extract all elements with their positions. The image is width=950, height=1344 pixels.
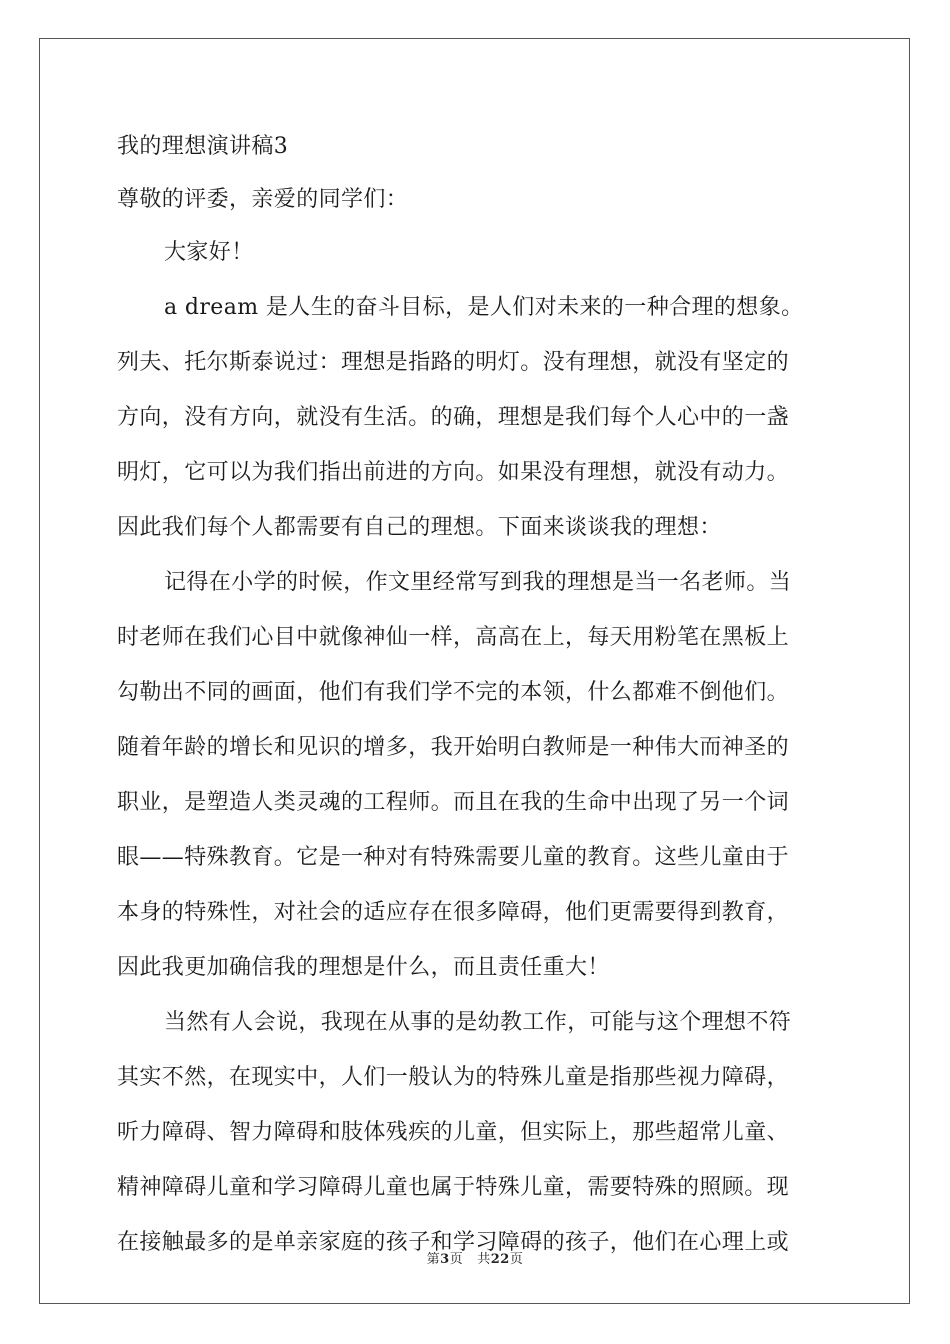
page-suffix: 页 [449, 1252, 464, 1267]
paragraph-line: 精神障碍儿童和学习障碍儿童也属于特殊儿童，需要特殊的照顾。现 [117, 1175, 790, 1200]
page-footer [0, 1248, 950, 1267]
paragraph-3 [117, 1000, 833, 1275]
page-number: 3 [440, 1252, 450, 1267]
paragraph-line: 记得在小学的时候，作文里经常写到我的理想是当一名老师。当 [164, 570, 792, 595]
paragraph-line: 其实不然，在现实中，人们一般认为的特殊儿童是指那些视力障碍， [117, 1065, 790, 1090]
document-body [117, 124, 833, 1275]
paragraph-line: 勾勒出不同的画面，他们有我们学不完的本领，什么都难不倒他们。 [117, 680, 790, 705]
paragraph-1 [117, 285, 833, 560]
paragraph-line: 随着年龄的增长和见识的增多，我开始明白教师是一种伟大而神圣的 [117, 735, 790, 760]
document-title: 我的理想演讲稿3 [117, 134, 289, 159]
paragraph-line: 听力障碍、智力障碍和肢体残疾的儿童，但实际上，那些超常儿童、 [117, 1120, 790, 1145]
paragraph-line: 因此我更加确信我的理想是什么，而且责任重大！ [117, 955, 610, 980]
greeting: 大家好！ [164, 240, 254, 265]
salutation: 尊敬的评委，亲爱的同学们： [117, 187, 409, 212]
paragraph-2 [117, 560, 833, 1000]
paragraph-line: 眼——特殊教育。它是一种对有特殊需要儿童的教育。这些儿童由于 [117, 845, 790, 870]
paragraph-line: 列夫、托尔斯泰说过：理想是指路的明灯。没有理想，就没有坚定的 [117, 350, 790, 375]
page-prefix: 第 [426, 1252, 441, 1267]
paragraph-line: 时老师在我们心目中就像神仙一样，高高在上，每天用粉笔在黑板上 [117, 625, 790, 650]
paragraph-line: 方向，没有方向，就没有生活。的确，理想是我们每个人心中的一盏 [117, 405, 790, 430]
total-prefix: 共 [477, 1252, 491, 1267]
total-pages: 22 [490, 1252, 510, 1267]
paragraph-line: 本身的特殊性，对社会的适应存在很多障碍，他们更需要得到教育， [117, 900, 790, 925]
paragraph-line: 职业，是塑造人类灵魂的工程师。而且在我的生命中出现了另一个词 [117, 790, 790, 815]
paragraph-line: 当然有人会说，我现在从事的是幼教工作，可能与这个理想不符 [164, 1010, 792, 1035]
paragraph-line: a dream 是人生的奋斗目标，是人们对未来的一种合理的想象。 [164, 295, 804, 320]
paragraph-line: 因此我们每个人都需要有自己的理想。下面来谈谈我的理想： [117, 515, 722, 540]
paragraph-line: 在接触最多的是单亲家庭的孩子和学习障碍的孩子，他们在心理上或 [117, 1230, 790, 1255]
paragraph-line: 明灯，它可以为我们指出前进的方向。如果没有理想，就没有动力。 [117, 460, 790, 485]
total-suffix: 页 [509, 1252, 524, 1267]
